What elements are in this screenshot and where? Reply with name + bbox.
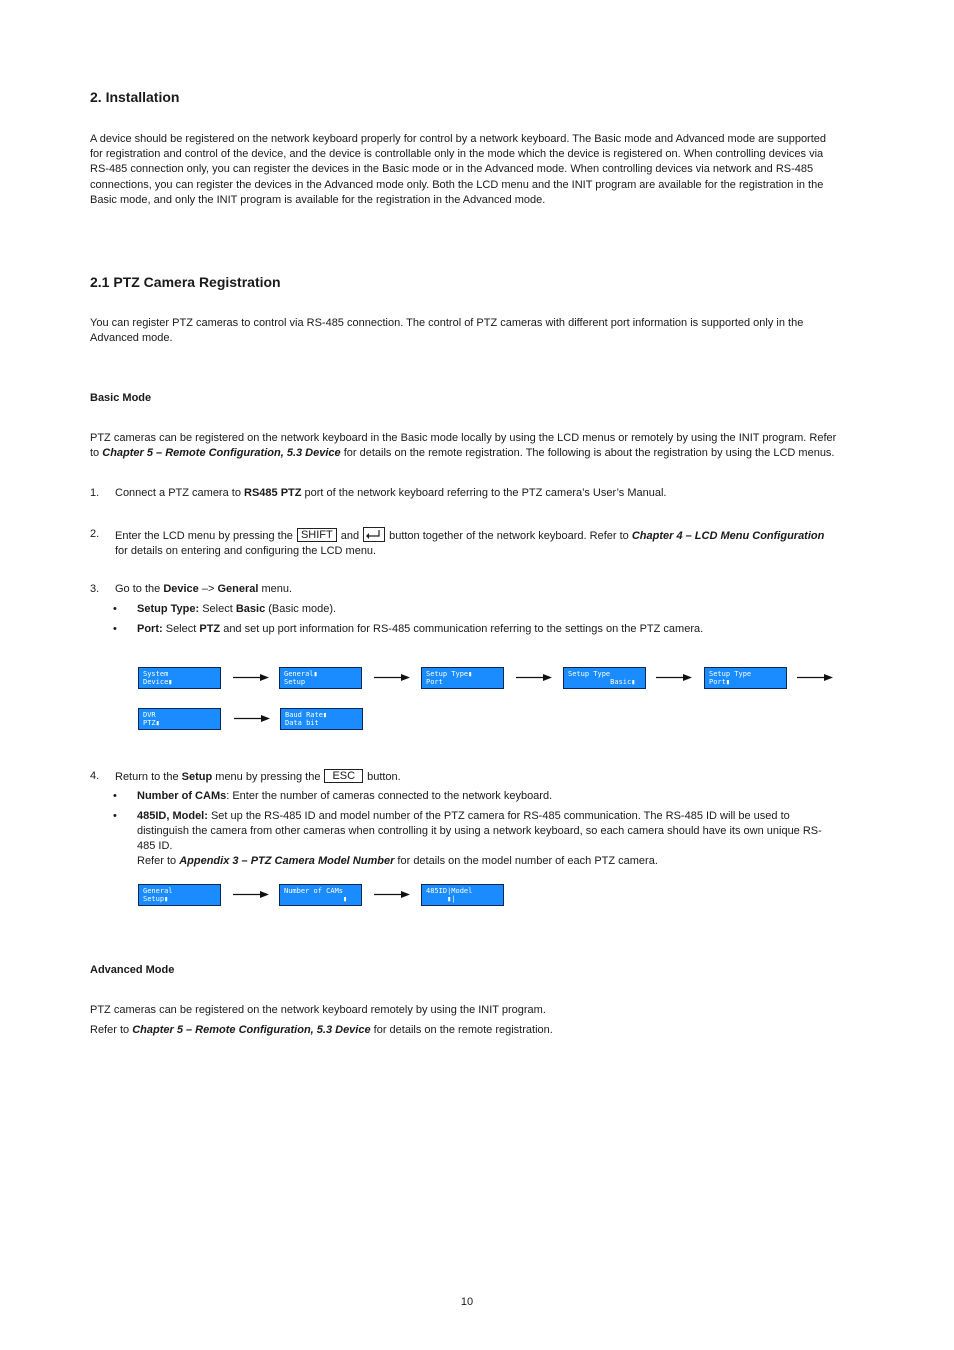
lcd-line-2: Setup▮ [143,895,169,903]
step-text: and [340,530,360,542]
bullet-text: Refer to [137,855,177,867]
bullet-text: for details on the model number of each PTZ camera. [397,855,658,867]
bullet-icon: • [113,603,117,615]
bullet-text: Select [162,623,200,635]
subsection-title: 2.1 PTZ Camera Registration [90,274,281,290]
step-number: 4. [90,770,100,782]
bullet-port [113,622,840,637]
step-text: for details on entering and configuring the LCD menu. [115,545,377,557]
bullet-icon: • [113,623,117,635]
setup-menu-term: Setup [181,771,213,783]
step-number: 3. [90,583,100,595]
lcd-line-2: Setup [284,678,306,686]
advanced-text-b: for details on the remote registration. [373,1024,553,1036]
lcd-line-1: Setup Type [568,670,611,678]
section-intro: A device should be registered on the network keyboard properly for control by a network keyboard. The Basic mode and Advanced mode are supported for registration and control of the device, and the device is controllable only in the mode which the device is registered on. When controlling devices via RS-485 connection only, you can register the devices in the Basic mode or in the Advanced mode. When controlling devices via network and RS-485 connections, you can register the devices in the Advanced mode only. Both the LCD menu and the INIT program are available for the registration in the Basic mode, and only the INIT program is available for the registration in the Advanced mode. [90,133,827,206]
lcd-line-1: Baud Rate▮ [285,711,328,719]
appendix3-reference: Appendix 3 – PTZ Camera Model Number [179,855,395,867]
step-text: Go to the [115,583,164,595]
step-text: port of the network keyboard referring to the PTZ camera’s User’s Manual. [301,487,667,499]
advanced-mode-heading: Advanced Mode [90,964,175,976]
page-number: 10 [460,1296,474,1308]
basic-mode-heading: Basic Mode [90,392,152,404]
lcd-line-2: ▮| [426,895,456,903]
advanced-mode-paragraph-2 [90,1023,840,1038]
lcd-line-1: General [143,887,173,895]
lcd-screen-485id-model [421,884,504,906]
lcd-line-1: Setup Type▮ [426,670,473,678]
bullet-label: 485ID, Model: [137,810,208,822]
step-3 [90,582,840,597]
lcd-line-1: System [143,670,169,678]
step-number: 1. [90,487,100,499]
advanced-chapter5-reference: Chapter 5 – Remote Configuration, 5.3 Device [132,1024,371,1036]
lcd-line-2: Basic▮ [568,678,636,686]
step-4 [90,769,840,785]
bullet-number-of-cams [113,789,840,804]
basic-text-b: for details on the remote registration. The following is about the registration by using the LCD menus. [343,447,835,460]
bullet-setup-type [113,602,840,617]
lcd-line-1: 485ID|Model [426,887,473,895]
flow-arrow-icon [516,673,552,682]
bullet-text: and set up port information for RS-485 communication referring to the settings on the PTZ camera. [220,623,704,635]
advanced-mode-paragraph-1: PTZ cameras can be registered on the network keyboard remotely by using the INIT program. [90,1004,546,1016]
lcd-line-2: ▮ [284,895,348,903]
lcd-screen-number-of-cams [279,884,362,906]
bullet-text: (Basic mode). [265,603,337,615]
bullet-485id-model [113,809,840,869]
step-2 [90,527,840,559]
advanced-text-a: Refer to [90,1024,130,1036]
flow-arrow-icon [234,714,270,723]
lcd-line-1: Number of CAMs [284,887,344,895]
section-title: 2. Installation [90,89,180,105]
lcd-line-2: Device▮ [143,678,173,686]
flow-arrow-icon [233,673,269,682]
lcd-line-1: DVR [143,711,156,719]
ptz-term: PTZ [199,623,221,635]
step-text: menu by pressing the [212,771,321,783]
device-menu-term: Device [163,583,199,595]
lcd-line-2: PTZ▮ [143,719,160,727]
step-text: button. [367,771,401,783]
subsection-intro: You can register PTZ cameras to control via RS-485 connection. The control of PTZ cameras with different port information is supported only in the Advanced mode. [90,317,804,345]
lcd-line-1: Setup Type [709,670,752,678]
flow-arrow-icon [374,890,410,899]
lcd-line-1: General▮ [284,670,318,678]
menu-arrow-text: –> [198,583,218,595]
lcd-screen-setup-type-basic [563,667,646,689]
bullet-text: Set up the RS-485 ID and model number of the PTZ camera for RS-485 communication. The RS-485 ID will be used to distinguish the camera from other cameras when controlling it by using a network keyboard, so each camera should have its own unique RS-485 ID. [137,810,822,852]
step-number: 2. [90,528,100,540]
lcd-screen-dvr-ptz [138,708,221,730]
basic-text-a: PTZ cameras can be registered on the network keyboard in the Basic mode locally by using the LCD menus or remotely by using the INIT program. Refer to [90,432,837,460]
lcd-line-2: Data bit [285,719,319,727]
shift-key: SHIFT [297,528,337,542]
flow-arrow-icon [797,673,833,682]
basic-term: Basic [235,603,266,615]
lcd-screen-general [279,667,362,689]
flow-arrow-icon [233,890,269,899]
enter-key-icon [363,527,385,542]
lcd-screen-setup-type [421,667,504,689]
basic-chapter5-reference: Chapter 5 – Remote Configuration, 5.3 Device [102,447,341,460]
step-text: menu. [258,583,293,595]
step-text: Enter the LCD menu by pressing the [115,530,293,542]
chapter4-reference: Chapter 4 – LCD Menu Configuration [631,530,825,542]
bullet-text: Select [199,603,236,615]
bullet-text: : Enter the number of cameras connected to the network keyboard. [226,790,553,802]
esc-key: ESC [324,769,363,783]
bullet-icon: • [113,810,117,822]
step-text: button together of the network keyboard. Refer to [389,530,629,542]
bullet-label: Number of CAMs [137,790,227,802]
lcd-screen-general-setup [138,884,221,906]
lcd-screen-system [138,667,221,689]
lcd-screen-baud-rate [280,708,363,730]
step-text: Return to the [115,771,182,783]
bullet-label: Setup Type: [137,603,200,615]
lcd-screen-port [704,667,787,689]
lcd-line-2: Port [426,678,443,686]
lcd-line-2: Port▮ [709,678,731,686]
general-menu-term: General [217,583,259,595]
bullet-icon: • [113,790,117,802]
flow-arrow-icon [656,673,692,682]
flow-arrow-icon [374,673,410,682]
bullet-label: Port: [137,623,163,635]
step-1 [90,486,840,501]
basic-mode-paragraph [90,431,840,461]
rs485-ptz-term: RS485 PTZ [244,487,302,499]
step-text: Connect a PTZ camera to [115,487,244,499]
